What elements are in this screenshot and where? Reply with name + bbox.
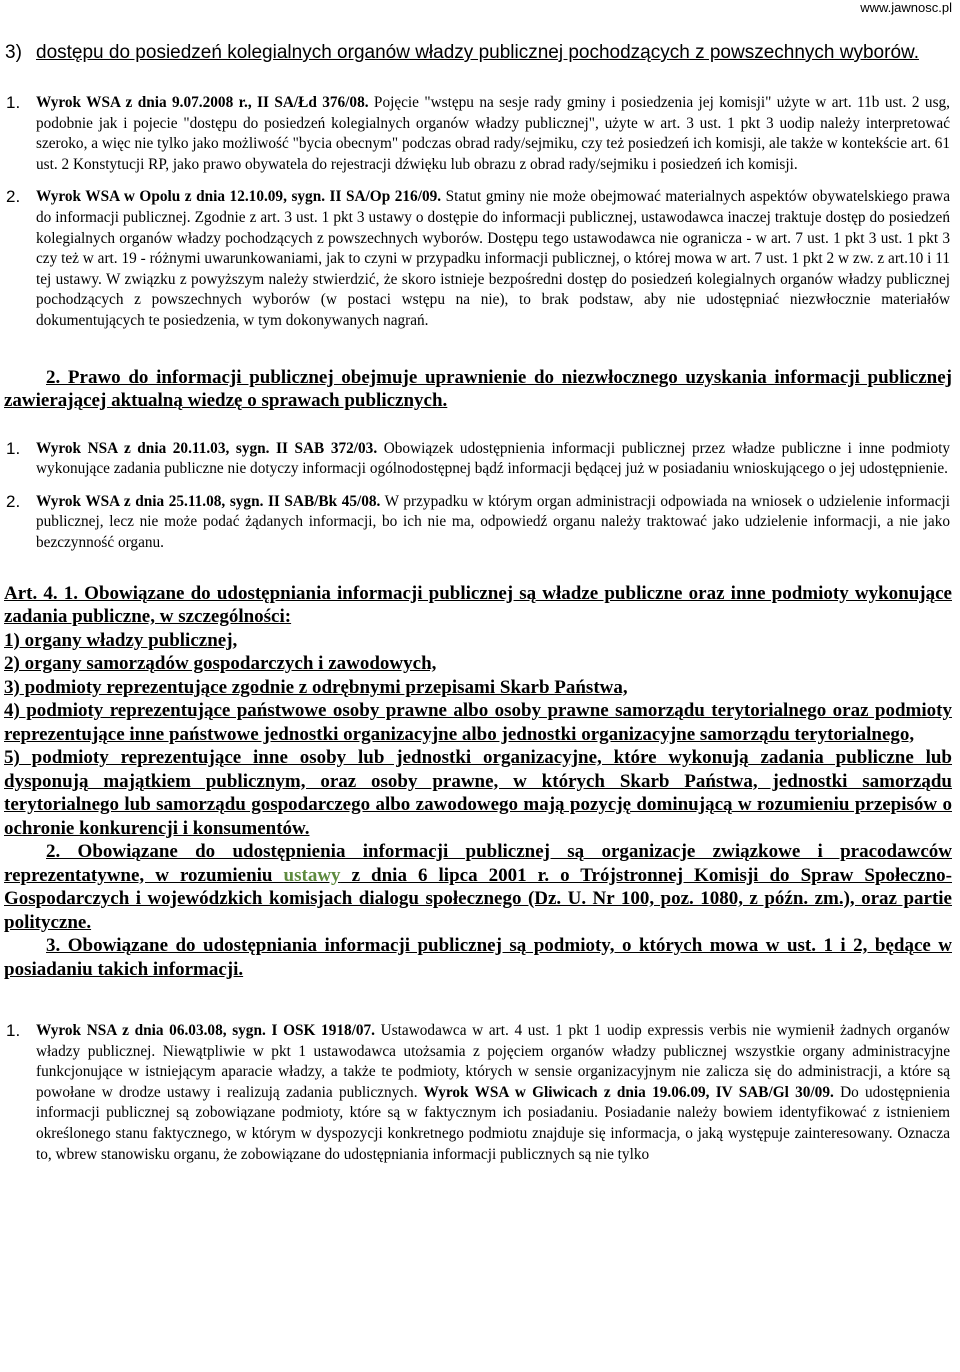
ruling-citation: Wyrok WSA z dnia 25.11.08, sygn. II SAB/Bk 45/08. xyxy=(36,492,381,510)
ruling-citation-2: Wyrok WSA w Gliwicach z dnia 19.06.09, IV SAB/Gl 30/09. xyxy=(417,1083,834,1101)
site-header: www.jawnosc.pl xyxy=(860,0,952,15)
ruling-b-2 xyxy=(6,491,951,554)
ruling-c-1 xyxy=(6,1021,950,1165)
ruling-number: 1. xyxy=(6,93,21,112)
ruling-number: 1. xyxy=(6,438,21,458)
section-3-text: dostępu do posiedzeń kolegialnych organów władzy publicznej pochodzących z powszechnych wyborów. xyxy=(36,42,919,63)
ustawy-link[interactable]: ustawy xyxy=(283,864,341,886)
article-4-item-3: 3) podmioty reprezentujące zgodnie z odrębnymi przepisami Skarb Państwa, xyxy=(4,676,628,698)
ruling-text: Statut gminy nie może obejmować materialnych aspektów obywatelskiego prawa do informacji publicznej. Zgodnie z art. 3 ust. 1 pkt 3 ustawy o dostępie do informacji publicznej, ustawodawca inaczej traktuje dostęp do posiedzeń kolegialnych organów władzy pochodzących z powszechnych wyborów. Dostępu tego ustawodawca nie ogranicza - w art. 7 ust. 1 pkt 3 ust. 1 pkt 3 czy też w art. 19 - różnymi uwarunkowaniami, jak to czyni w przypadku informacji publicznej, o której mowa w art. 7 ust. 1 pkt 2 w zw. z art.10 i 11 tej ustawy. W związku z powyższym należy stwierdzić, że skoro istnieje bezpośredni dostęp do posiedzeń kolegialnych organów władzy publicznej pochodzących z powszechnych wyborów (w postaci wstępu na nie), to brak podstaw, aby nie udostępniać niezwłocznie materiałów dokumentujących te posiedzenia, w tym dokonywanych nagrań. xyxy=(36,188,950,329)
ruling-a-2 xyxy=(6,187,950,331)
ruling-citation: Wyrok NSA z dnia 20.11.03, sygn. II SAB 372/03. xyxy=(36,439,378,457)
article-4-paragraph-2 xyxy=(4,840,952,934)
ruling-citation: Wyrok NSA z dnia 06.03.08, sygn. I OSK 1918/07. xyxy=(36,1022,376,1039)
ruling-text-2: Do udostępnienia informacji publicznej są zobowiązane podmioty, które są w faktycznym ich posiadaniu. Posiadanie należy bowiem identyfikować z istnieniem określonego stanu faktycznego, w którym w dyspozycji konkretnego podmiotu znajduje się informacja, o jaką występuje zainteresowany. Oznacza to, wbrew stanowisku organu, że zobowiązane do udostępniania informacji publicznych są nie tylko xyxy=(36,1083,950,1163)
ruling-citation: Wyrok WSA z dnia 9.07.2008 r., II SA/Łd 376/08. xyxy=(36,94,369,111)
ruling-text: Pojęcie "wstępu na sesje rady gminy i posiedzenia jej komisji" użyte w art. 11b ust. 2 usg, podobnie jak i pojecie "dostępu do posiedzeń kolegialnych organów władzy publicznej", użyte w art. 3 ust. 1 pkt 3 uodip należy interpretować szeroko, a więc nie tylko jako możliwość "bycia obecnym" podczas obrad rady/sejmiku, czy też posiedzeń ich komisji, ale także w kontekście art. 61 ust. 2 Konstytucji RP, jako prawo obywatela do rejestracji dźwięku lub obrazu z obrad rady/sejmiku i posiedzeń ich komisji. xyxy=(36,94,950,173)
paragraph-2-text-start: 2. Obowiązane do udostępnienia informacji publicznej są organizacje związkowe i pracodawców reprezentatywne, w rozumieniu xyxy=(4,841,952,886)
paragraph-2-text-end: z dnia 6 lipca 2001 r. o Trójstronnej Komisji do Spraw Społeczno-Gospodarczych i wojewódzkich komisjach dialogu społecznego (Dz. U. Nr 100, poz. 1080, z późn. zm.), oraz partie polityczne. xyxy=(4,864,952,933)
ruling-citation: Wyrok WSA w Opolu z dnia 12.10.09, sygn. II SA/Op 216/09. xyxy=(36,188,442,206)
ruling-number: 2. xyxy=(6,491,21,511)
article-4-item-2: 2) organy samorządów gospodarczych i zawodowych, xyxy=(4,653,437,674)
ruling-a-1 xyxy=(6,93,950,175)
article-4-intro: Art. 4. 1. Obowiązane do udostępniania informacji publicznej są władze publiczne oraz inne podmioty wykonujące zadania publiczne, w szczególności: xyxy=(4,582,952,627)
ruling-number: 1. xyxy=(6,1021,21,1040)
ruling-text: Ustawodawca w art. 4 ust. 1 pkt 1 uodip expressis verbis nie wymienił żadnych organów władzy publicznej. Niewątpliwie w pkt 1 ustawodawca utożsamia z pojęciem organów władzy publicznej wszystkie organy administracyjne funkcjonujące w istniejącym aparacie władzy, a także te podmioty, których w sensie organizacyjnym nie zalicza się do administracji, a które są powołane w drodze ustawy i realizują zadania publicznych. xyxy=(36,1022,950,1101)
section-3-heading xyxy=(5,40,942,65)
ruling-number: 2. xyxy=(6,187,21,207)
section-2-heading: 2. Prawo do informacji publicznej obejmuje uprawnienie do niezwłocznego uzyskania informacji publicznej zawierającej aktualną wiedzę o sprawach publicznych. xyxy=(4,366,952,412)
ruling-text: Obowiązek udostępnienia informacji publicznej przez władze publiczne i inne podmioty wykonujące zadania publiczne nie dotyczy informacji ogólnodostępnej bądź informacji będącej już w posiadaniu wnioskującego o jej udostępnienie. xyxy=(36,439,950,478)
article-4-paragraph-3: 3. Obowiązane do udostępniania informacji publicznej są podmioty, o których mowa w ust. 1 i 2, będące w posiadaniu takich informacji. xyxy=(4,935,952,980)
document-page xyxy=(0,32,960,1165)
section-3-number: 3) xyxy=(5,42,22,63)
ruling-text: W przypadku w którym organ administracji odpowiada na wniosek o udzielenie informacji publicznej, lecz nie może podać żądanych informacji, bo ich nie ma, odpowiedź organu należy traktować jako udzielenie informacji, a nie jako bezczynność organu. xyxy=(36,492,951,551)
article-4-item-4: 4) podmioty reprezentujące państwowe osoby prawne albo osoby prawne samorządu terytorialnego oraz podmioty reprezentujące inne państwowe jednostki organizacyjne albo jednostki organizacyjne samorządu terytorialnego, xyxy=(4,700,952,745)
ruling-b-1 xyxy=(6,438,950,480)
article-4-item-1: 1) organy władzy publicznej, xyxy=(4,629,238,651)
article-4-item-5: 5) podmioty reprezentujące inne osoby lub jednostki organizacyjne, które wykonują zadania publiczne lub dysponują majątkiem publicznym, oraz osoby prawne, w których Skarb Państwa, jednostki samorządu terytorialnego lub samorządu gospodarczego albo zawodowego mają pozycję dominującą w rozumieniu przepisów o ochronie konkurencji i konsumentów. xyxy=(4,747,952,839)
